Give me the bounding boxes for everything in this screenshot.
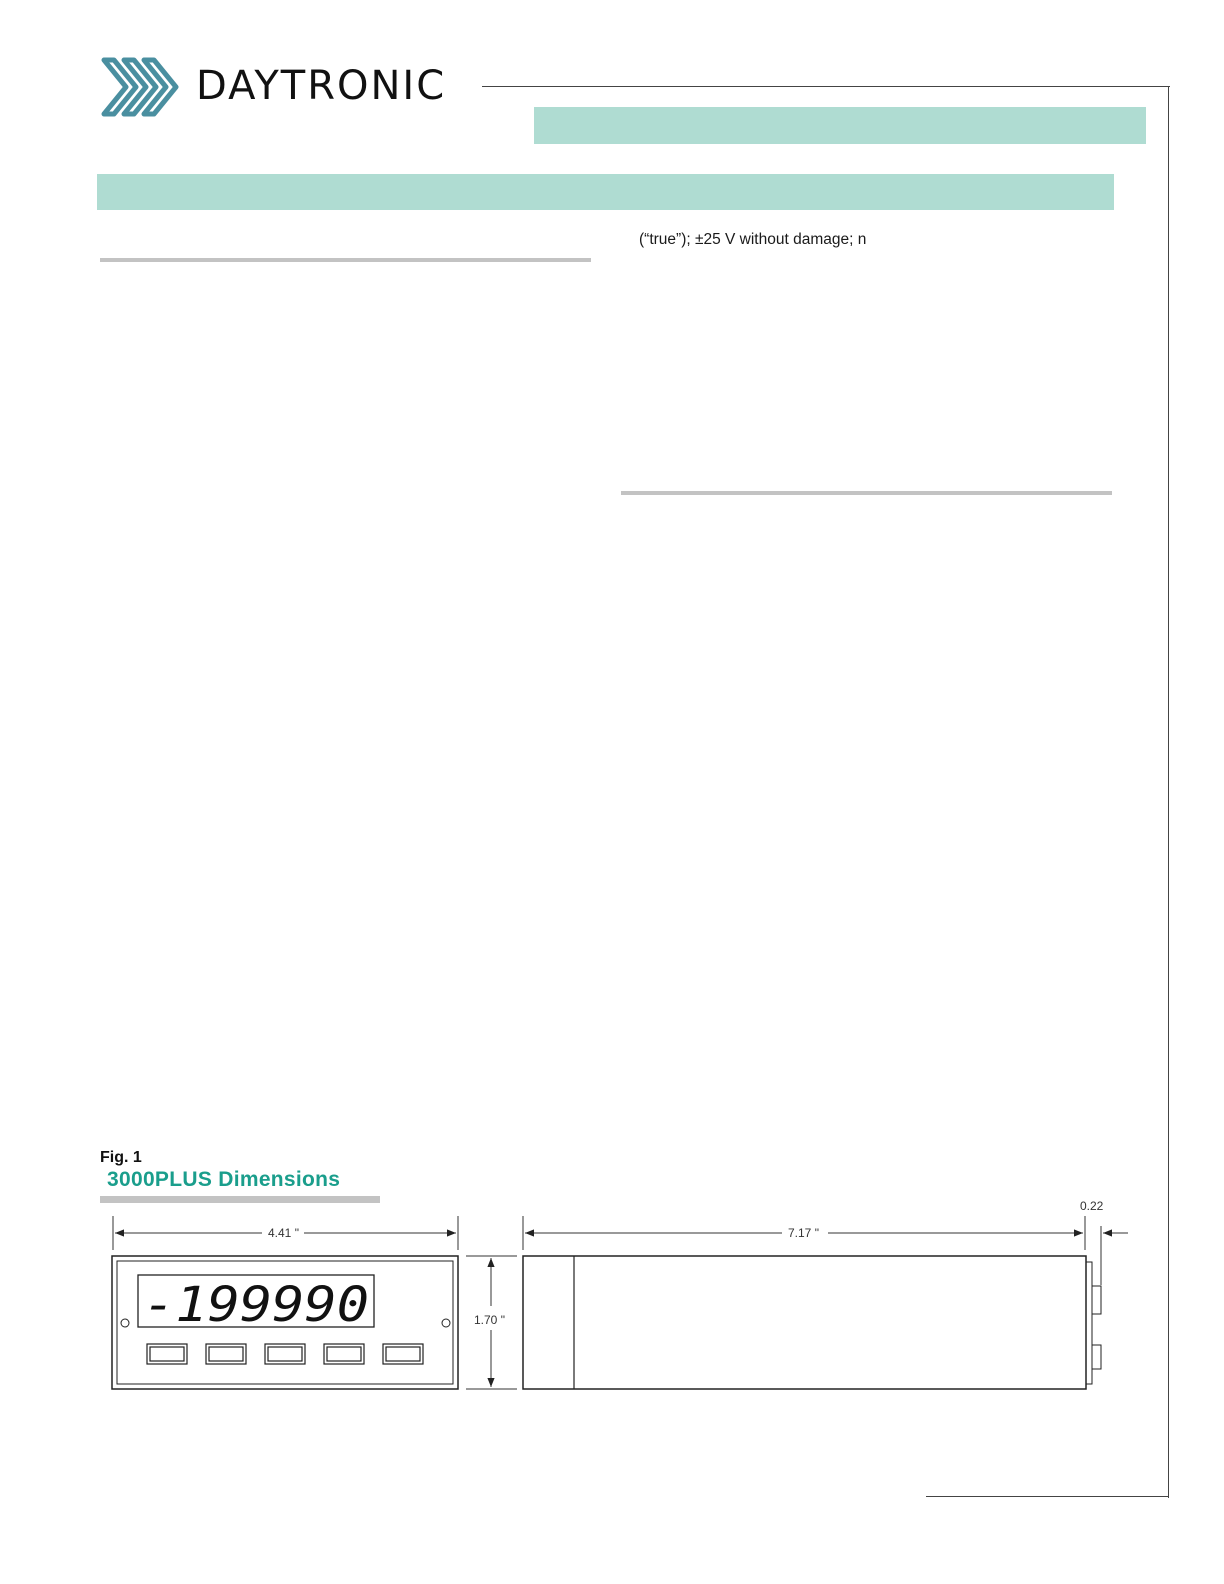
depth-label: 7.17 ": [788, 1226, 819, 1240]
front-button-5: [383, 1344, 423, 1364]
header-band: [534, 107, 1146, 144]
header-rule: [482, 86, 1170, 87]
figure-title-rule: [100, 1196, 380, 1203]
front-width-dimension: [113, 1216, 458, 1250]
figure-label: Fig. 1: [100, 1149, 142, 1166]
height-dimension: [466, 1256, 517, 1389]
figure-title: 3000PLUS Dimensions: [107, 1168, 341, 1191]
depth-dimension: [523, 1216, 1085, 1250]
daytronic-logo-icon: [98, 54, 184, 120]
front-button-3: [265, 1344, 305, 1364]
side-view: [523, 1256, 1101, 1389]
section-rule-left: [100, 258, 591, 262]
connector-dimension: [1101, 1226, 1128, 1285]
front-button-2: [206, 1344, 246, 1364]
front-panel: [112, 1256, 458, 1389]
spec-text: (“true”); ±25 V without damage; n: [639, 231, 867, 248]
height-label: 1.70 ": [474, 1313, 505, 1327]
display-reading: -199990: [143, 1277, 369, 1333]
page-frame-right: [1168, 86, 1169, 1498]
front-buttons: [147, 1344, 423, 1364]
title-band: [97, 174, 1114, 210]
front-width-label: 4.41 ": [268, 1226, 299, 1240]
connector-depth-label: 0.22: [1080, 1199, 1104, 1213]
front-button-4: [324, 1344, 364, 1364]
section-rule-right: [621, 491, 1112, 495]
front-button-1: [147, 1344, 187, 1364]
footer-rule: [926, 1496, 1169, 1497]
logo-wordmark: DAYTRONIC: [196, 63, 447, 109]
